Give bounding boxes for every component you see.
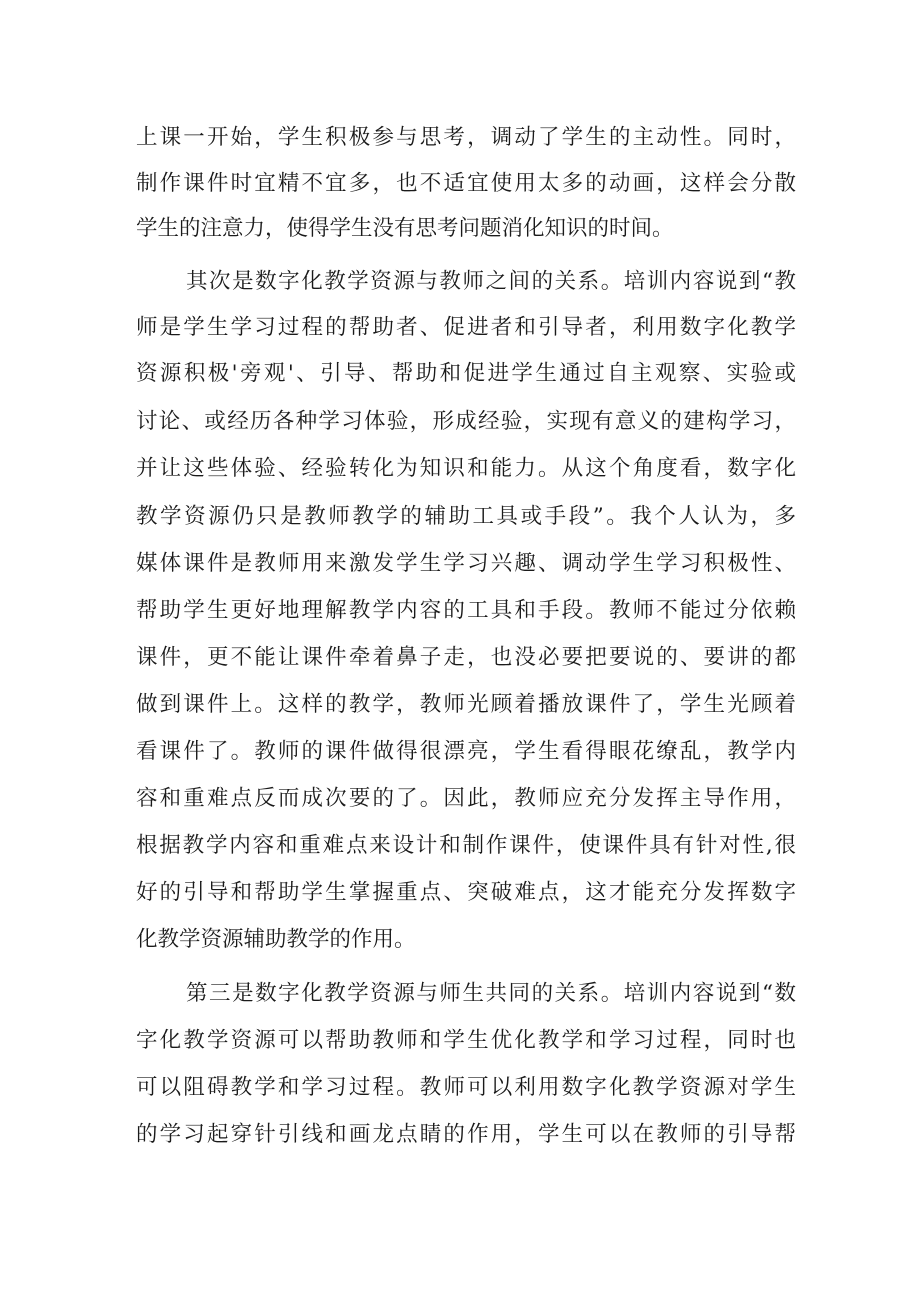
text-line-21: 可以阻碍教学和学习过程。教师可以利用数字化教学资源对学生	[136, 1075, 796, 1100]
text-line-20: 字化教学资源可以帮助教师和学生优化教学和学习过程，同时也	[136, 1028, 796, 1053]
text-line-3: 学生的注意力，使得学生没有思考问题消化知识的时间。	[136, 216, 674, 241]
text-line-15: 容和重难点反而成次要的了。因此，教师应充分发挥主导作用，	[136, 786, 796, 811]
text-line-18: 化教学资源辅助教学的作用。	[136, 927, 416, 952]
text-line-14: 看课件了。教师的课件做得很漂亮，学生看得眼花缭乱，教学内	[136, 739, 796, 764]
text-line-10: 媒体课件是教师用来激发学生学习兴趣、调动学生学习积极性、	[136, 551, 796, 576]
text-line-1: 上课一开始，学生积极参与思考，调动了学生的主动性。同时，	[136, 125, 796, 150]
text-line-9: 教学资源仍只是教师教学的辅助工具或手段”。我个人认为，多	[136, 504, 796, 529]
text-line-12: 课件，更不能让课件牵着鼻子走，也没必要把要说的、要讲的都	[136, 645, 796, 670]
text-line-2: 制作课件时宜精不宜多，也不适宜使用太多的动画，这样会分散	[136, 171, 796, 196]
text-line-8: 并让这些体验、经验转化为知识和能力。从这个角度看，数字化	[136, 456, 796, 481]
paragraph-start-line: 第三是数字化教学资源与师生共同的关系。培训内容说到“数	[186, 981, 796, 1006]
text-line-5: 师是学生学习过程的帮助者、促进者和引导者，利用数字化教学	[136, 315, 796, 340]
text-line-17: 好的引导和帮助学生掌握重点、突破难点，这才能充分发挥数字	[136, 880, 796, 905]
text-line-6: 资源积极'旁观'、引导、帮助和促进学生通过自主观察、实验或	[136, 361, 796, 386]
text-line-13: 做到课件上。这样的教学，教师光顾着播放课件了，学生光顾着	[136, 692, 796, 717]
paragraph-start-line: 其次是数字化教学资源与教师之间的关系。培训内容说到“教	[186, 269, 796, 294]
text-line-22: 的学习起穿针引线和画龙点睛的作用，学生可以在教师的引导帮	[136, 1122, 796, 1147]
text-line-7: 讨论、或经历各种学习体验，形成经验，实现有意义的建构学习，	[136, 409, 796, 434]
text-line-16: 根据教学内容和重难点来设计和制作课件，使课件具有针对性,很	[136, 833, 796, 858]
text-line-11: 帮助学生更好地理解教学内容的工具和手段。教师不能过分依赖	[136, 598, 796, 623]
